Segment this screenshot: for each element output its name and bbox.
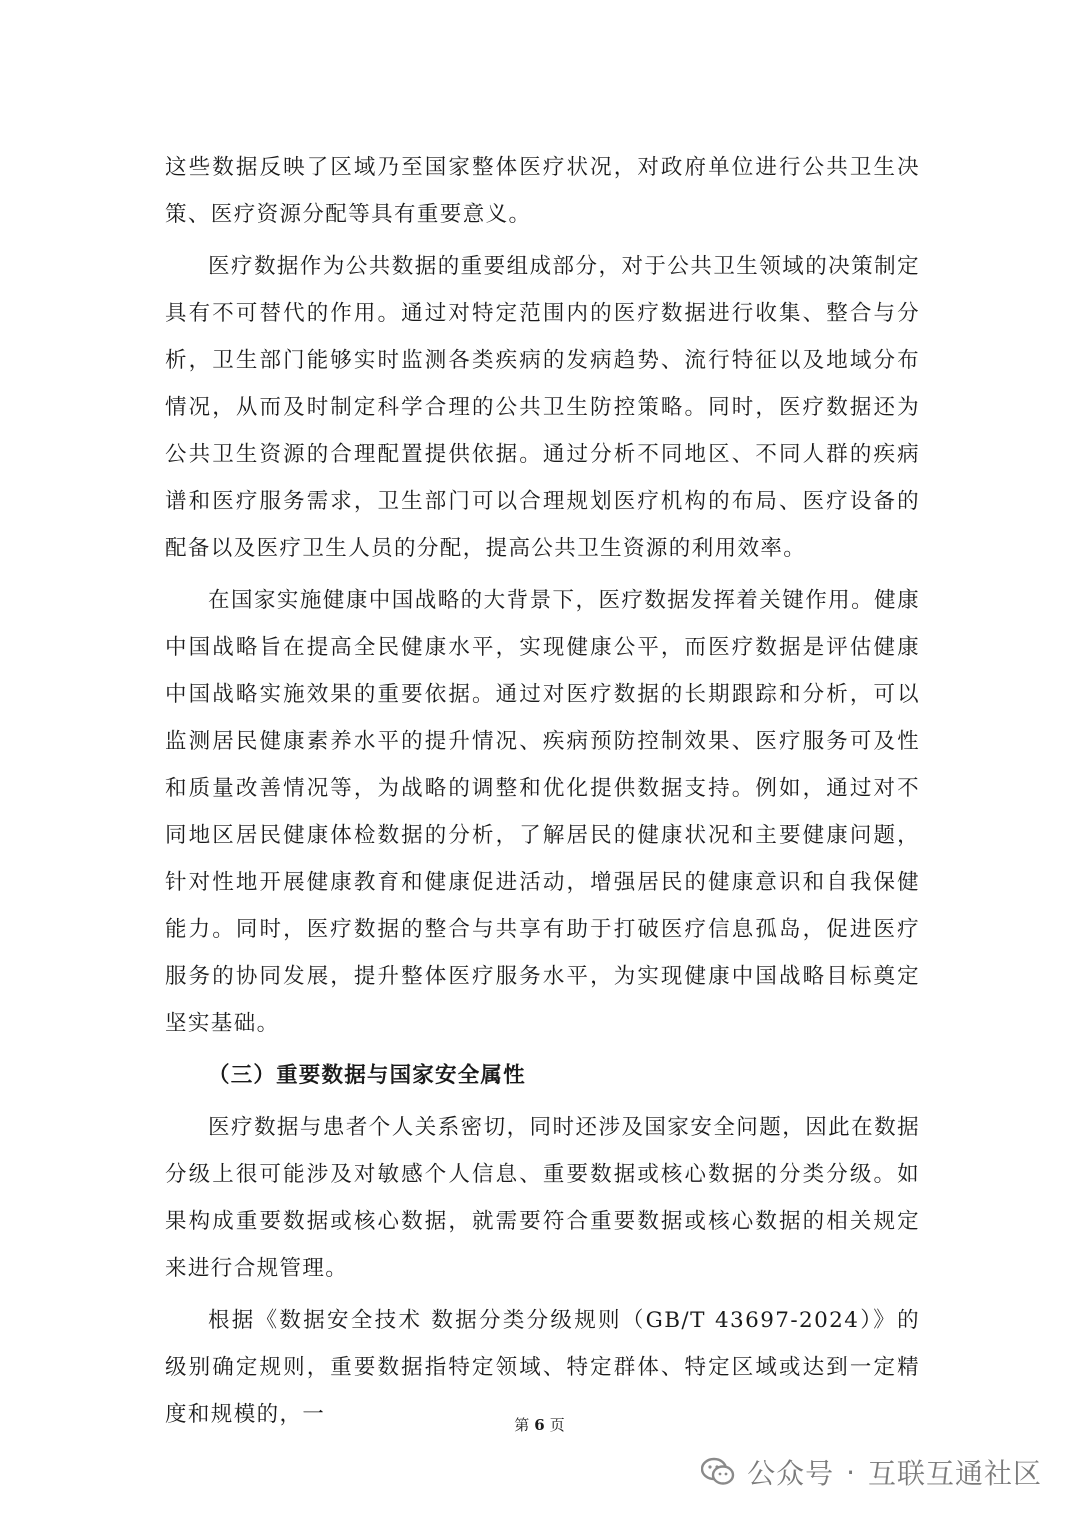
watermark-account: 互联互通社区 (867, 1457, 1042, 1490)
paragraph-4: 医疗数据与患者个人关系密切，同时还涉及国家安全问题，因此在数据分级上很可能涉及对敏感个人信息、重要数据或核心数据的分类分级。如果构成重要数据或核心数据，就需要符合重要数据或核心数据的相关规定来进行合规管理。 (165, 1115, 920, 1281)
footer-suffix: 页 (549, 1416, 566, 1434)
watermark-separator: · (846, 1455, 856, 1489)
paragraph-5: 根据《数据安全技术 数据分类分级规则（GB/T 43697-2024）》的级别确定规则，重要数据指特定领域、特定群体、特定区域或达到一定精度和规模的，一 (165, 1308, 920, 1427)
wechat-watermark (701, 1452, 1042, 1492)
page-number: 6 (534, 1416, 546, 1434)
watermark-label: 公众号 (747, 1457, 835, 1490)
page-footer (0, 1414, 1080, 1435)
page-body (165, 144, 920, 1443)
paragraph-2: 医疗数据作为公共数据的重要组成部分，对于公共卫生领域的决策制定具有不可替代的作用。通过对特定范围内的医疗数据进行收集、整合与分析，卫生部门能够实时监测各类疾病的发病趋势、流行特征以及地域分布情况，从而及时制定科学合理的公共卫生防控策略。同时，医疗数据还为公共卫生资源的合理配置提供依据。通过分析不同地区、不同人群的疾病谱和医疗服务需求，卫生部门可以合理规划医疗机构的布局、医疗设备的配备以及医疗卫生人员的分配，提高公共卫生资源的利用效率。 (165, 254, 920, 561)
section-heading: （三）重要数据与国家安全属性 (208, 1063, 526, 1088)
paragraph-3: 在国家实施健康中国战略的大背景下，医疗数据发挥着关键作用。健康中国战略旨在提高全民健康水平，实现健康公平，而医疗数据是评估健康中国战略实施效果的重要依据。通过对医疗数据的长期跟踪和分析，可以监测居民健康素养水平的提升情况、疾病预防控制效果、医疗服务可及性和质量改善情况等，为战略的调整和优化提供数据支持。例如，通过对不同地区居民健康体检数据的分析，了解居民的健康状况和主要健康问题，针对性地开展健康教育和健康促进活动，增强居民的健康意识和自我保健能力。同时，医疗数据的整合与共享有助于打破医疗信息孤岛，促进医疗服务的协同发展，提升整体医疗服务水平，为实现健康中国战略目标奠定坚实基础。 (165, 588, 920, 1036)
footer-prefix: 第 (514, 1416, 531, 1434)
paragraph-1: 这些数据反映了区域乃至国家整体医疗状况，对政府单位进行公共卫生决策、医疗资源分配等具有重要意义。 (165, 155, 920, 227)
wechat-icon (701, 1457, 735, 1487)
